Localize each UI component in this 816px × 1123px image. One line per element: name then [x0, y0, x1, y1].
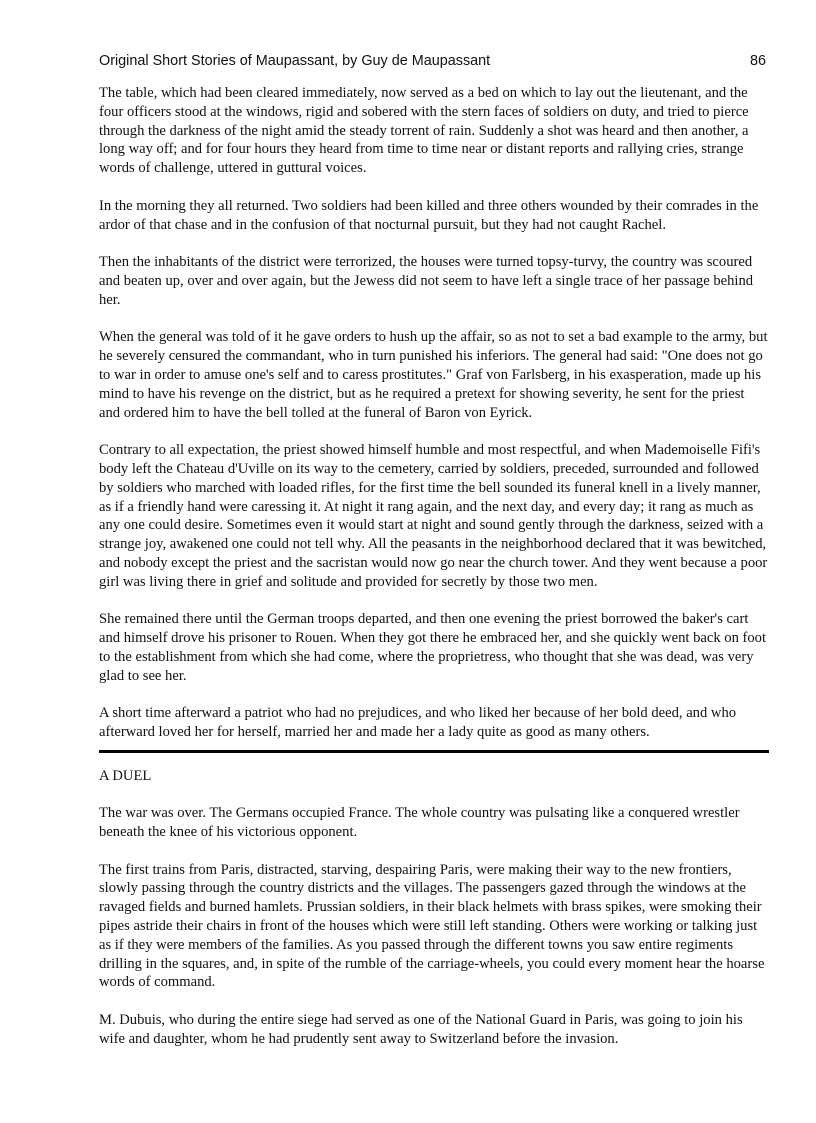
paragraph: When the general was told of it he gave orders to hush up the affair, so as not to set a bad example to the army, but he severely censured the commandant, who in turn punished his inferiors. The general had said: "One does not go to war in order to amuse one's self and to caress prostitutes." Graf von Farlsberg, in his exasperation, made up his mind to have his revenge on the district, but as he required a pretext for showing severity, he sent for the priest and ordered him to have the bell tolled at the funeral of Baron von Eyrick.	[99, 329, 768, 421]
paragraph: The first trains from Paris, distracted, starving, despairing Paris, were making their way to the new frontiers, slowly passing through the country districts and the villages. The passengers gazed through the windows at the ravaged fields and burned hamlets. Prussian soldiers, in their black helmets with brass spikes, were smoking their pipes astride their chairs in front of the houses which were still left standing. Others were working or talking just as if they were members of the families. As you passed through the different towns you saw entire regiments drilling in the squares, and, in spite of the rumble of the carriage-wheels, you could every moment hear the hoarse words of command.	[99, 861, 765, 991]
paragraph: She remained there until the German troops departed, and then one evening the priest borrowed the baker's cart and himself drove his prisoner to Rouen. When they got there he embraced her, and she quickly went back on foot to the establishment from which she had come, where the proprietress, who thought that she was dead, was very glad to see her.	[99, 611, 767, 684]
page-header	[99, 52, 766, 70]
paragraph: Contrary to all expectation, the priest showed himself humble and most respectful, and when Mademoiselle Fifi's body left the Chateau d'Uville on its way to the cemetery, carried by soldiers, preceded, surrounded and followed by soldiers who marched with loaded rifles, for the first time the bell sounded its funeral knell in a lively manner, as if a friendly hand were caressing it. At night it rang again, and the next day, and every day; it rang as much as any one could desire. Sometimes even it would start at night and sound gently through the darkness, seized with a strange joy, awakened one could not tell why. All the peasants in the neighborhood declared that it was bewitched, and nobody except the priest and the sacristan would now go near the church tower. And they went because a poor girl was living there in grief and solitude and provided for secretly by those two men.	[99, 442, 768, 590]
paragraph: The war was over. The Germans occupied France. The whole country was pulsating like a conquered wrestler beneath the knee of his victorious opponent.	[99, 805, 740, 841]
book-title: Original Short Stories of Maupassant, by Guy de Maupassant	[99, 53, 491, 69]
paragraph: M. Dubuis, who during the entire siege had served as one of the National Guard in Paris, was going to join his wife and daughter, whom he had prudently sent away to Switzerland before the invasion.	[99, 1012, 743, 1047]
paragraph: A short time afterward a patriot who had no prejudices, and who liked her because of her bold deed, and who afterward loved her for herself, married her and made her a lady quite as good as many others.	[99, 705, 737, 741]
section-divider	[99, 750, 769, 753]
page-number: 86	[749, 53, 766, 69]
paragraph: Then the inhabitants of the district were terrorized, the houses were turned topsy-turvy, the country was scoured and beaten up, over and over again, but the Jewess did not seem to have left a single trace of her passage behind her.	[99, 254, 754, 308]
page-body	[99, 84, 769, 1067]
section-title: A DUEL	[99, 767, 152, 784]
paragraph: In the morning they all returned. Two soldiers had been killed and three others wounded by their comrades in the ardor of that chase and in the confusion of that nocturnal pursuit, but they had not caught Rachel.	[99, 197, 759, 233]
paragraph: The table, which had been cleared immediately, now served as a bed on which to lay out the lieutenant, and the four officers stood at the windows, rigid and sobered with the stern faces of soldiers on duty, and tried to pierce through the darkness of the night amid the steady torrent of rain. Suddenly a shot was heard and then another, a long way off; and for four hours they heard from time to time near or distant reports and rallying cries, strange words of challenge, uttered in guttural voices.	[99, 85, 749, 177]
